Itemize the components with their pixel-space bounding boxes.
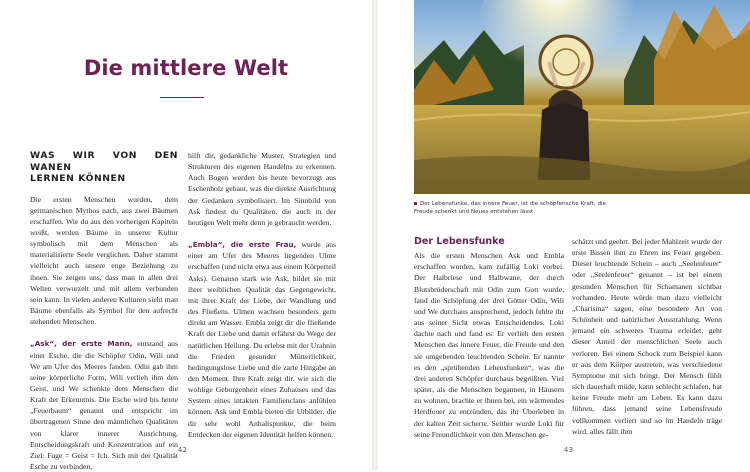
left-page [0,0,372,470]
subheading: Der Lebensfunke [414,236,505,247]
paragraph: „Ask“, der erste Mann, entstand aus einer Esche, die die Schöpfer Odin, Wili und We am Ufer des Meeres fanden. Odin gab ihm seine körperliche Form, Wili verlieh ihm den Geist, und We schenkte dem Menschen die Kraft der Erkenntnis. Die Esche wird bis heute „Feuerbaum“ genannt und entspricht im übertragenen Sinne den männlichen Qualitäten von klarer innerer Ausrichtung, Entscheidungskraft und Konzentration auf ein Ziel: Fuge = Geist = Ich. Sich mit der Qualität Esche zu verbinden, [30,339,178,472]
paragraph: schätzt und geehrt. Bei jeder Mahlzeit wurde der erste Bissen ihm zu Ehren ins Feuer gegeben. Dieser leuchtende Schein – auch „Seelenfeuer“ oder „Seelenfeuer“ genannt – ist bei einem gesunden Menschen für Schamanen sichtbar vorhanden. Heute würde man dazu vielleicht „Charisma“ sagen, eine besondere Art von Schönheit und natürlicher Ausstrahlung. Wenn jemand ein schweres Trauma erleidet, geht dieser Anteil der menschlichen Seele auch verloren. Bei einem Schock zum Beispiel kann er aus dem Körper austreten, was verschiedene Symptome mit sich bringt. Der Mensch fühlt sich dauerhaft müde, kann schlecht schlafen, hat keine Freude mehr am Leben. Es kann dazu führen, dass jemand seine Lebensfreude vollkommen verliert und so im Handeln träge wird, alles fällt ihm [572,237,722,436]
term-embla: „Embla“, die erste Frau, [188,240,297,250]
section-heading: WAS WIR VON DEN WANEN LERNEN KÖNNEN [30,150,178,184]
right-column-2 [572,236,722,437]
right-column-1 [414,236,564,440]
paragraph: Als die ersten Menschen Ask und Embla erschaffen wurden, kam zufällig Loki vorbei. Der Halbriese und Halbwane, der durch Blutsbrüderschaft mit Odin zum Gott wurde, fand die Schöpfung der drei Götter Odin, Wili und We durchaus ansprechend, jedoch fehlte ihr aus seiner Sicht etwas Entscheidendes. Loki dachte nach und fand es: Er verlieh den ersten Menschen das innere Feuer, die Freude und den sie umgebenden leuchtenden Schein. Er nannte es den „sprühenden Lebensfunken“, was die drei anderen Schöpfer durchaus begrüßten. Viel später, als die Menschen begannen, in Häusern zu wohnen, brachte er ihnen bei, ein wärmendes Herdfeuer zu entzünden, das ihr Überleben in der kalten Zeit sicherte. Seither wurde Loki für seine Freundlichkeit von den Menschen ge- [414,251,564,439]
caption-marker-icon [414,202,417,205]
paragraph: hilft dir, gedankliche Muster, Strategien und Strukturen des eigenen Handelns zu erkennen. Auch Bogen werden bis heute bevorzugt aus Eschenholz gebaut, was die direkte Ausrichtung der Gedanken symbolisiert. Im Sinnbild von Ask findest du Qualitäten, die auch in der heutigen Welt mehr denn je gebraucht werden. [188,151,336,227]
paragraph: Die ersten Menschen wurden, dem germanischen Mythos nach, aus zwei Bäumen erschaffen. Wie du aus den vorherigen Kapiteln weißt, werden Bäume in unserer Kultur symbolisch mit dem Menschen als materialisierte Seele verglichen. Daher stammt vielleicht auch unsere enge Beziehung zu ihnen. Sie zeigen uns, dass man in allen drei Welten verwurzelt und mit allem verbunden sein kann. In vielen anderen Kulturen sieht man Bäume ebenfalls als Symbol für den aufrecht stehenden Menschen. [30,194,178,327]
left-column-1 [30,150,178,472]
page-number: 43 [564,446,574,454]
page-number: 42 [178,446,188,454]
paragraph: „Embla“, die erste Frau, wurde aus einer am Ufer des Meeres liegenden Ulme erschaffen (und nicht etwa aus einem Körperteil Asks). Genauso stark wie Ask, bildet sie mit ihrer weiblichen Qualität das Gegengewicht, mit ihrer Kraft der Liebe, der Wandlung und des Fließens. Ulmen wachsen besonders gern direkt am Wasser. Embla zeigt dir die fließende Kraft der Liebe und damit erfährst du Wege der natürlichen Heilung. Du erlebst mit der Urahnin die Frieden gesunder Mütterlichkeit, bedingungslose Liebe und die zarte Hingabe an den Moment. Ihre Kraft zeigt dir, wie sich die wohlige Geborgenheit eines Zuhauses und das System eines intakten Familienclans anfühlen können. Ask und Embla bieten dir Urbilder, die dir sehr wohl Anhaltspunkte, die beim Entdecken der eigenen Identität helfen können. [188,240,336,439]
left-column-2 [188,150,336,440]
title-rule [160,97,204,98]
term-ask: „Ask“, der erste Mann, [30,339,133,349]
photo [414,0,750,194]
right-page [378,0,750,470]
chapter-title: Die mittlere Welt [83,56,289,80]
photo-caption: Der Lebensfunke, das innere Feuer, ist die schöpferische Kraft, die Freude schenkt und Neues entstehen lässt. [414,201,607,215]
